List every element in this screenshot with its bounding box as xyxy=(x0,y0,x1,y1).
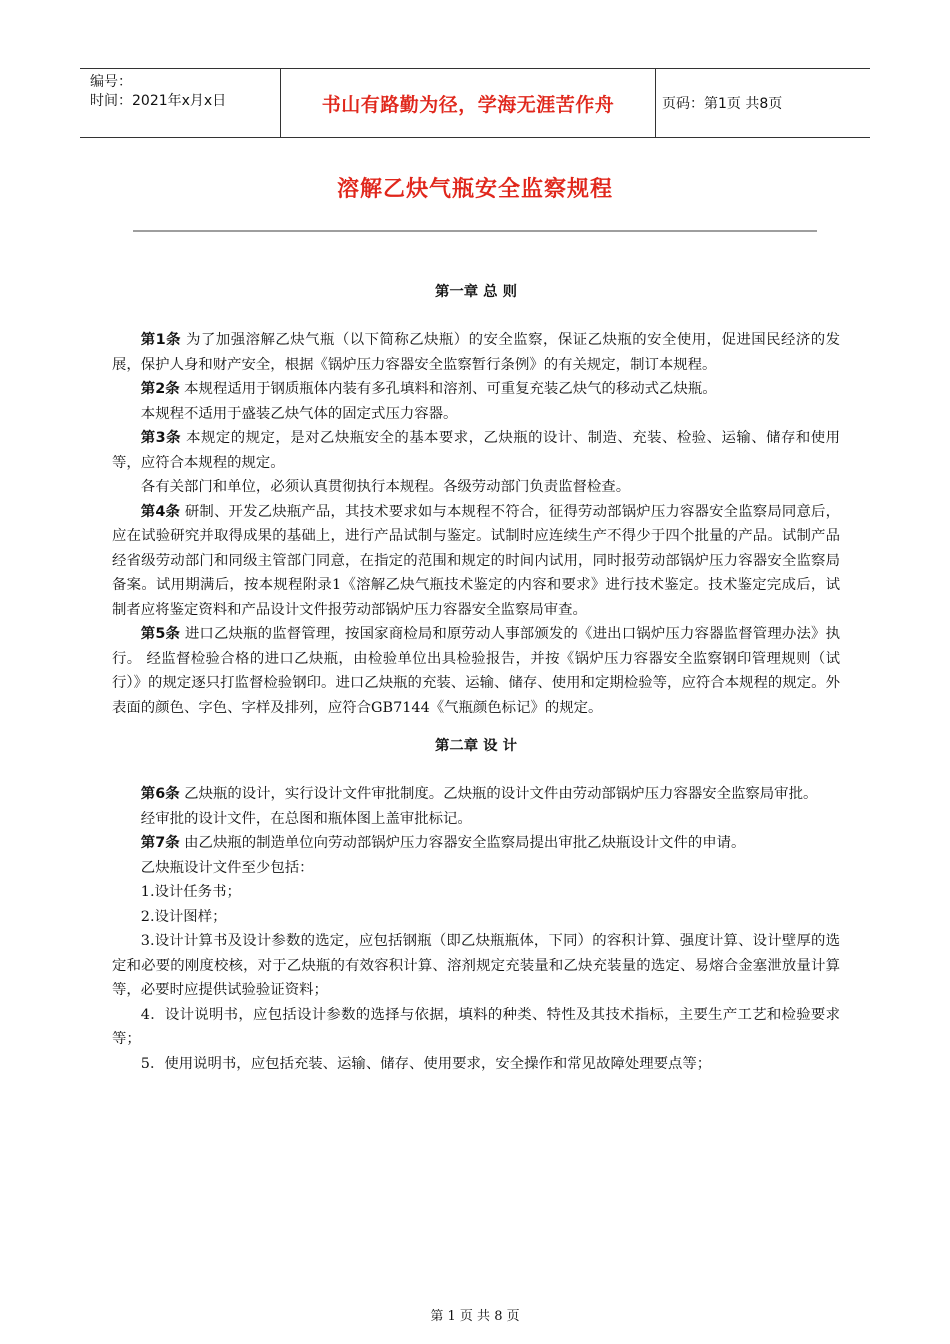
paragraph-text: 由乙炔瓶的制造单位向劳动部锅炉压力容器安全监察局提出审批乙炔瓶设计文件的申请。 xyxy=(179,835,746,851)
header-motto: 书山有路勤为径，学海无涯苦作舟 xyxy=(281,69,656,137)
paragraph-text: 2.设计图样； xyxy=(140,908,227,925)
body-paragraph xyxy=(112,905,840,930)
article-number: 第4条 xyxy=(140,503,181,520)
chapter-heading: 第一章 总 则 xyxy=(435,284,517,300)
body-paragraph xyxy=(112,807,840,832)
paragraph-text: 4．设计说明书，应包括设计参数的选择与依据，填料的种类、特性及其技术指标，主要生产工艺和检验要求等； xyxy=(112,1006,840,1047)
document-body xyxy=(112,280,840,1076)
body-paragraph xyxy=(112,856,840,881)
body-paragraph xyxy=(112,426,840,475)
header-page-indicator: 页码：第1页 共8页 xyxy=(662,96,783,112)
paragraph-text: 1.设计任务书； xyxy=(140,884,241,900)
document-date-label: 时间：2021年x月x日 xyxy=(90,93,227,109)
paragraph-text: 为了加强溶解乙炔气瓶（以下简称乙炔瓶）的安全监察，保证乙炔瓶的安全使用，促进国民经济的发展，保护人身和财产安全，根据《锅炉压力容器安全监察暂行条例》的有关规定，制订本规程。 xyxy=(112,332,841,373)
document-title: 溶解乙炔气瓶安全监察规程 xyxy=(336,177,613,202)
page-footer: 第 1 页 共 8 页 xyxy=(430,1309,520,1324)
body-paragraph xyxy=(112,475,840,500)
paragraph-text: 经审批的设计文件，在总图和瓶体图上盖审批标记。 xyxy=(140,810,472,827)
title-divider xyxy=(133,230,817,232)
body-paragraph xyxy=(112,328,840,377)
paragraph-text: 乙炔瓶的设计，实行设计文件审批制度。乙炔瓶的设计文件由劳动部锅炉压力容器安全监察局审批。 xyxy=(179,786,818,802)
paragraph-text: 研制、开发乙炔瓶产品，其技术要求如与本规程不符合，征得劳动部锅炉压力容器安全监察局同意后，应在试验研究并取得成果的基础上，进行产品试制与鉴定。试制时应连续生产不得少于四个批量的产品。试制产品经省级劳动部门和同级主管部门同意，在指定的范围和规定的时间内试用，同时报劳动部锅炉压力容器安全监察局备案。试用期满后，按本规程附录1《溶解乙炔气瓶技术鉴定的内容和要求》进行技术鉴定。技术鉴定完成后，试制者应将鉴定资料和产品设计文件报劳动部锅炉压力容器安全监察局审查。 xyxy=(112,503,840,618)
article-number: 第5条 xyxy=(140,626,181,642)
body-paragraph xyxy=(112,880,840,905)
body-paragraph xyxy=(112,402,840,427)
body-paragraph xyxy=(112,782,840,807)
body-paragraph xyxy=(112,929,840,1003)
body-paragraph xyxy=(112,622,840,720)
body-paragraph xyxy=(112,831,840,856)
paragraph-text: 各有关部门和单位，必须认真贯彻执行本规程。各级劳动部门负责监督检查。 xyxy=(140,479,631,495)
paragraph-text: 本规程不适用于盛装乙炔气体的固定式压力容器。 xyxy=(140,405,458,422)
body-paragraph xyxy=(112,500,840,623)
document-header xyxy=(80,68,870,138)
paragraph-text: 本规定的规定，是对乙炔瓶安全的基本要求，乙炔瓶的设计、制造、充装、检验、运输、储存和使用等，应符合本规程的规定。 xyxy=(112,430,841,471)
article-number: 第1条 xyxy=(140,332,182,348)
body-paragraph xyxy=(112,1052,840,1077)
header-meta xyxy=(80,69,281,137)
article-number: 第3条 xyxy=(140,430,182,446)
body-paragraph xyxy=(112,377,840,402)
paragraph-text: 进口乙炔瓶的监督管理，按国家商检局和原劳动人事部颁发的《进出口锅炉压力容器监督管理办法》执行。 经监督检验合格的进口乙炔瓶，由检验单位出具检验报告，并按《锅炉压力容器安全监察钢印管理规则（试行）》的规定逐只打监督检验钢印。进口乙炔瓶的充装、运输、储存、使用和定期检验等，应符合本规程的规定。外表面的颜色、字色、字样及排列，应符合GB7144《气瓶颜色标记》的规定。 xyxy=(112,626,840,716)
paragraph-text: 5．使用说明书，应包括充装、运输、储存、使用要求，安全操作和常见故障处理要点等； xyxy=(140,1055,712,1072)
document-number-label: 编号： xyxy=(90,74,132,90)
body-paragraph xyxy=(112,1003,840,1052)
article-number: 第6条 xyxy=(140,786,180,802)
paragraph-text: 3.设计计算书及设计参数的选定，应包括钢瓶（即乙炔瓶瓶体，下同）的容积计算、强度计算、设计壁厚的选定和必要的刚度校核，对于乙炔瓶的有效容积计算、溶剂规定充装量和乙炔充装量的选定、易熔合金塞泄放量计算等，必要时应提供试验验证资料； xyxy=(112,933,840,998)
chapter-heading: 第二章 设 计 xyxy=(435,738,517,754)
article-number: 第2条 xyxy=(140,381,180,397)
paragraph-text: 本规程适用于钢质瓶体内装有多孔填料和溶剂、可重复充装乙炔气的移动式乙炔瓶。 xyxy=(179,381,717,397)
article-number: 第7条 xyxy=(140,835,180,851)
paragraph-text: 乙炔瓶设计文件至少包括： xyxy=(140,859,314,876)
